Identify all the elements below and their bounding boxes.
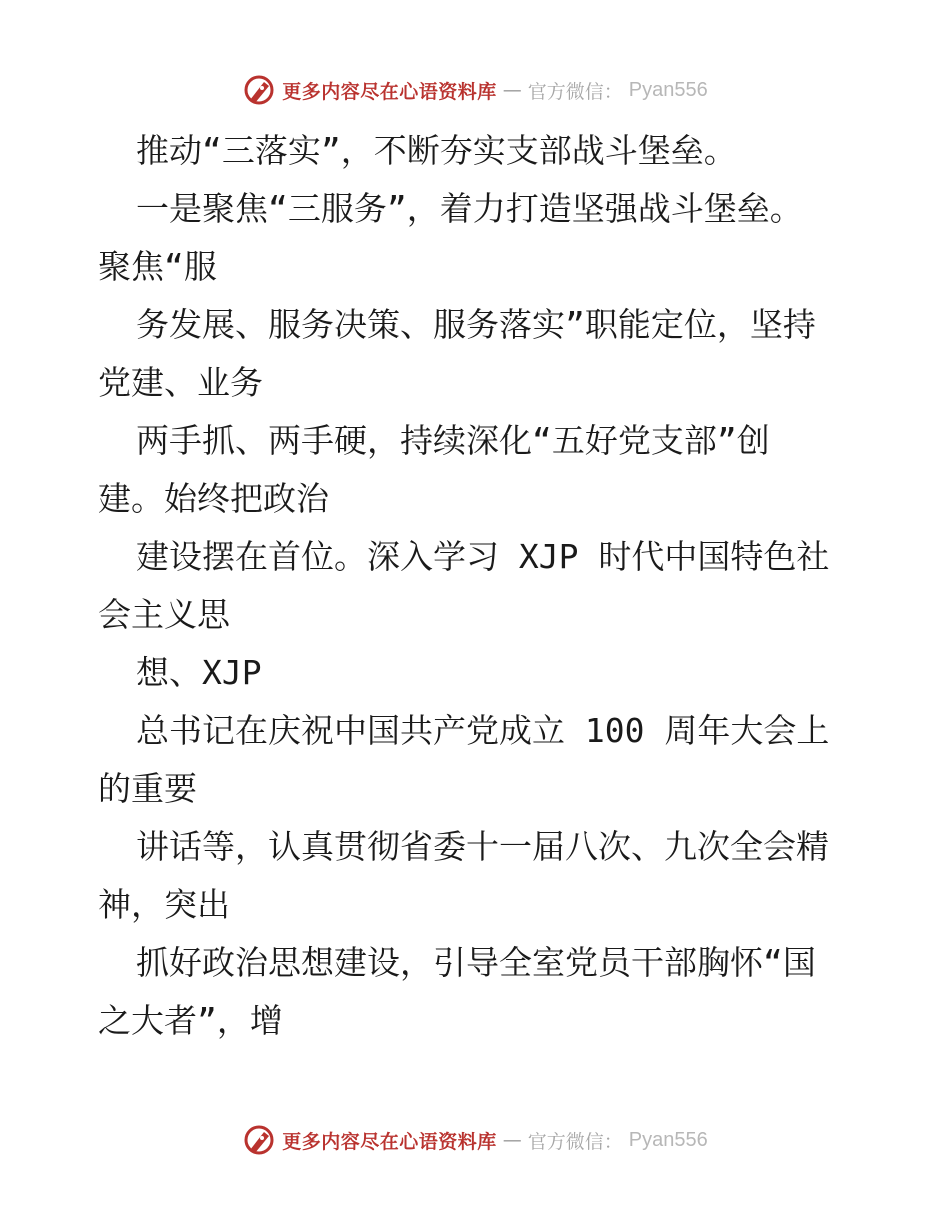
footer-separator: —	[502, 1129, 522, 1151]
footer-title: 更多内容尽在心语资料库	[282, 1130, 497, 1153]
body-line: 党建、业务	[98, 363, 263, 402]
body-line: 会主义思	[98, 595, 230, 634]
body-line: 讲话等，认真贯彻省委十一届八次、九次全会精	[136, 827, 829, 866]
body-line: 两手抓、两手硬，持续深化“五好党支部”创	[136, 421, 770, 460]
footer-wechat-label: 官方微信：	[527, 1130, 623, 1153]
pen-nib-logo-icon	[242, 73, 276, 107]
body-line: 抓好政治思想建设，引导全室党员干部胸怀“国	[136, 943, 816, 982]
pen-nib-logo-icon	[242, 1123, 276, 1157]
header-separator: —	[502, 79, 522, 101]
body-line: 务发展、服务决策、服务落实”职能定位，坚持	[136, 305, 816, 344]
body-line: 想、XJP	[136, 653, 262, 692]
body-line: 总书记在庆祝中国共产党成立 100 周年大会上	[136, 711, 830, 750]
header-wechat-id: Pyan556	[628, 78, 708, 101]
body-line: 一是聚焦“三服务”，着力打造坚强战斗堡垒。	[136, 189, 803, 228]
body-text	[98, 122, 858, 1050]
body-line: 建设摆在首位。深入学习 XJP 时代中国特色社	[136, 537, 830, 576]
header-wechat-label: 官方微信：	[527, 80, 623, 103]
body-line: 建。始终把政治	[98, 479, 329, 518]
body-line: 推动“三落实”，不断夯实支部战斗堡垒。	[136, 131, 737, 170]
header-banner	[0, 72, 950, 108]
body-line: 的重要	[98, 769, 197, 808]
footer-wechat-id: Pyan556	[628, 1128, 708, 1151]
header-title: 更多内容尽在心语资料库	[282, 80, 497, 103]
footer-banner	[0, 1122, 950, 1158]
body-line: 神，突出	[98, 885, 230, 924]
body-line: 聚焦“服	[98, 247, 217, 286]
body-line: 之大者”，增	[98, 1001, 283, 1040]
